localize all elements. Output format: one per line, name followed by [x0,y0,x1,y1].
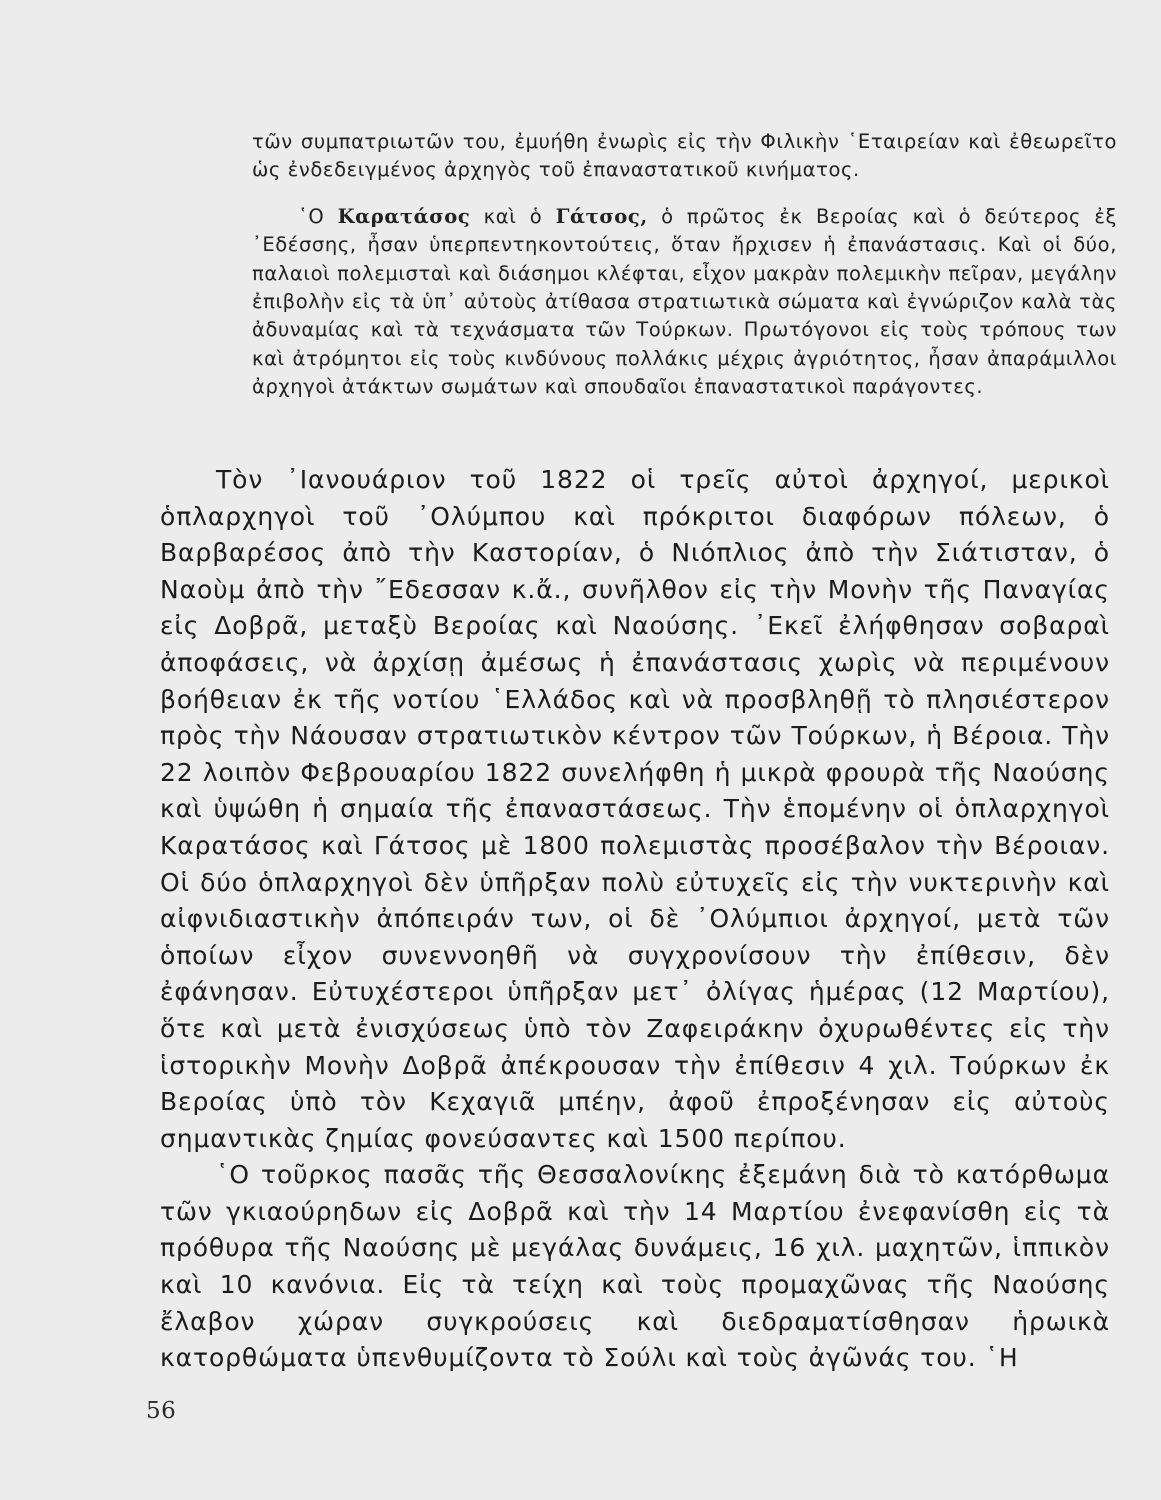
main-paragraph-2: ῾Ο τοῦρκος πασᾶς τῆς Θεσσαλονίκης ἐξεμάνη διὰ τὸ κατόρθωμα τῶν γκιαούρηδων εἰς Δοβρᾶ καὶ τὴν 14 Μαρτίου ἐνεφανίσθη εἰς τὰ πρόθυρα τῆς Ναούσης μὲ μεγάλας δυνάμεις, 16 χιλ. μαχητῶν, ἱππικὸν καὶ 10 κανόνια. Εἰς τὰ τείχη καὶ τοὺς προμαχῶνας τῆς Ναούσης ἔλαβον χώραν συγκρούσεις καὶ διεδραματίσθησαν ἡρωικὰ κατορθώματα ὑπενθυμίζοντα τὸ Σούλι καὶ τοὺς ἀγῶνάς του. ῾Η [160,1160,1110,1373]
intro-paragraph-2-part-2: καὶ ὁ [470,204,556,228]
main-section [160,462,1110,1377]
intro-paragraph-2-part-3: ὁ πρῶτος ἐκ Βεροίας καὶ ὁ δεύτερος ἐξ ᾿Εδέσσης, ἦσαν ὑπερπεντηκοντούτεις, ὅταν ἤρχισεν ἡ ἐπανάστασις. Καὶ οἱ δύο, παλαιοὶ πολεμισταὶ καὶ διάσημοι κλέφται, εἶχον μακρὰν πολεμικὴν πεῖραν, μεγάλην ἐπιβολὴν εἰς τὰ ὑπ᾿ αὐτοὺς ἀτίθασα στρατιωτικὰ σώματα καὶ ἐγνώριζον καλὰ τὰς ἀδυναμίας καὶ τὰ τεχνάσματα τῶν Τούρκων. Πρωτόγονοι εἰς τοὺς τρόπους των καὶ ἀτρόμητοι εἰς τοὺς κινδύνους πολλάκις μέχρις ἀγριότητος, ἦσαν ἀπαράμιλλοι ἀρχηγοὶ ἀτάκτων σωμάτων καὶ σπουδαῖοι ἐπαναστατικοὶ παράγοντες. [252,204,1117,399]
name-karatasos: Καρατάσος [337,204,471,228]
intro-paragraph-2-part-1: ῾Ο [298,204,338,228]
intro-section [252,128,1117,402]
page-number: 56 [146,1398,177,1424]
name-gatsos: Γάτσος, [555,204,648,228]
intro-paragraph-1: τῶν συμπατριωτῶν του, ἐμυήθη ἐνωρὶς εἰς τὴν Φιλικὴν ῾Εταιρείαν καὶ ἐθεωρεῖτο ὡς ἐνδεδειγμένος ἀρχηγὸς τοῦ ἐπαναστατικοῦ κινήματος. [252,130,1117,182]
main-paragraph-1: Τὸν ᾿Ιανουάριον τοῦ 1822 οἱ τρεῖς αὐτοὶ ἀρχηγοί, μερικοὶ ὁπλαρχηγοὶ τοῦ ᾿Ολύμπου καὶ πρόκριτοι διαφόρων πόλεων, ὁ Βαρβαρέσος ἀπὸ τὴν Καστορίαν, ὁ Νιόπλιος ἀπὸ τὴν Σιάτισταν, ὁ Ναοὺμ ἀπὸ τὴν ῎Εδεσσαν κ.ἄ., συνῆλθον εἰς τὴν Μονὴν τῆς Παναγίας εἰς Δοβρᾶ, μεταξὺ Βεροίας καὶ Ναούσης. ᾿Εκεῖ ἐλήφθησαν σοβαραὶ ἀποφάσεις, νὰ ἀρχίσῃ ἀμέσως ἡ ἐπανάστασις χωρὶς νὰ περιμένουν βοήθειαν ἐκ τῆς νοτίου ῾Ελλάδος καὶ νὰ προσβληθῇ τὸ πλησιέστερον πρὸς τὴν Νάουσαν στρατιωτικὸν κέντρον τῶν Τούρκων, ἡ Βέροια. Τὴν 22 λοιπὸν Φεβρουαρίου 1822 συνελήφθη ἡ μικρὰ φρουρὰ τῆς Ναούσης καὶ ὑψώθη ἡ σημαία τῆς ἐπαναστάσεως. Τὴν ἑπομένην οἱ ὁπλαρχηγοὶ Καρατάσος καὶ Γάτσος μὲ 1800 πολεμιστὰς προσέβαλον τὴν Βέροιαν. Οἱ δύο ὁπλαρχηγοὶ δὲν ὑπῆρξαν πολὺ εὐτυχεῖς εἰς τὴν νυκτερινὴν καὶ αἰφνιδιαστικὴν ἀπόπειράν των, οἱ δὲ ᾿Ολύμπιοι ἀρχηγοί, μετὰ τῶν ὁποίων εἶχον συνεννοηθῆ νὰ συγχρονίσουν τὴν ἐπίθεσιν, δὲν ἐφάνησαν. Εὐτυχέστεροι ὑπῆρξαν μετ᾿ ὀλίγας ἡμέρας (12 Μαρτίου), ὅτε καὶ μετὰ ἐνισχύσεως ὑπὸ τὸν Ζαφειράκην ὀχυρωθέντες εἰς τὴν ἱστορικὴν Μονὴν Δοβρᾶ ἀπέκρουσαν τὴν ἐπίθεσιν 4 χιλ. Τούρκων ἐκ Βεροίας ὑπὸ τὸν Κεχαγιᾶ μπέην, ἀφοῦ ἐπροξένησαν εἰς αὐτοὺς σημαντικὰς ζημίας φονεύσαντες καὶ 1500 περίπου. [160,465,1110,1153]
intro-paragraph-2 [252,203,1117,402]
